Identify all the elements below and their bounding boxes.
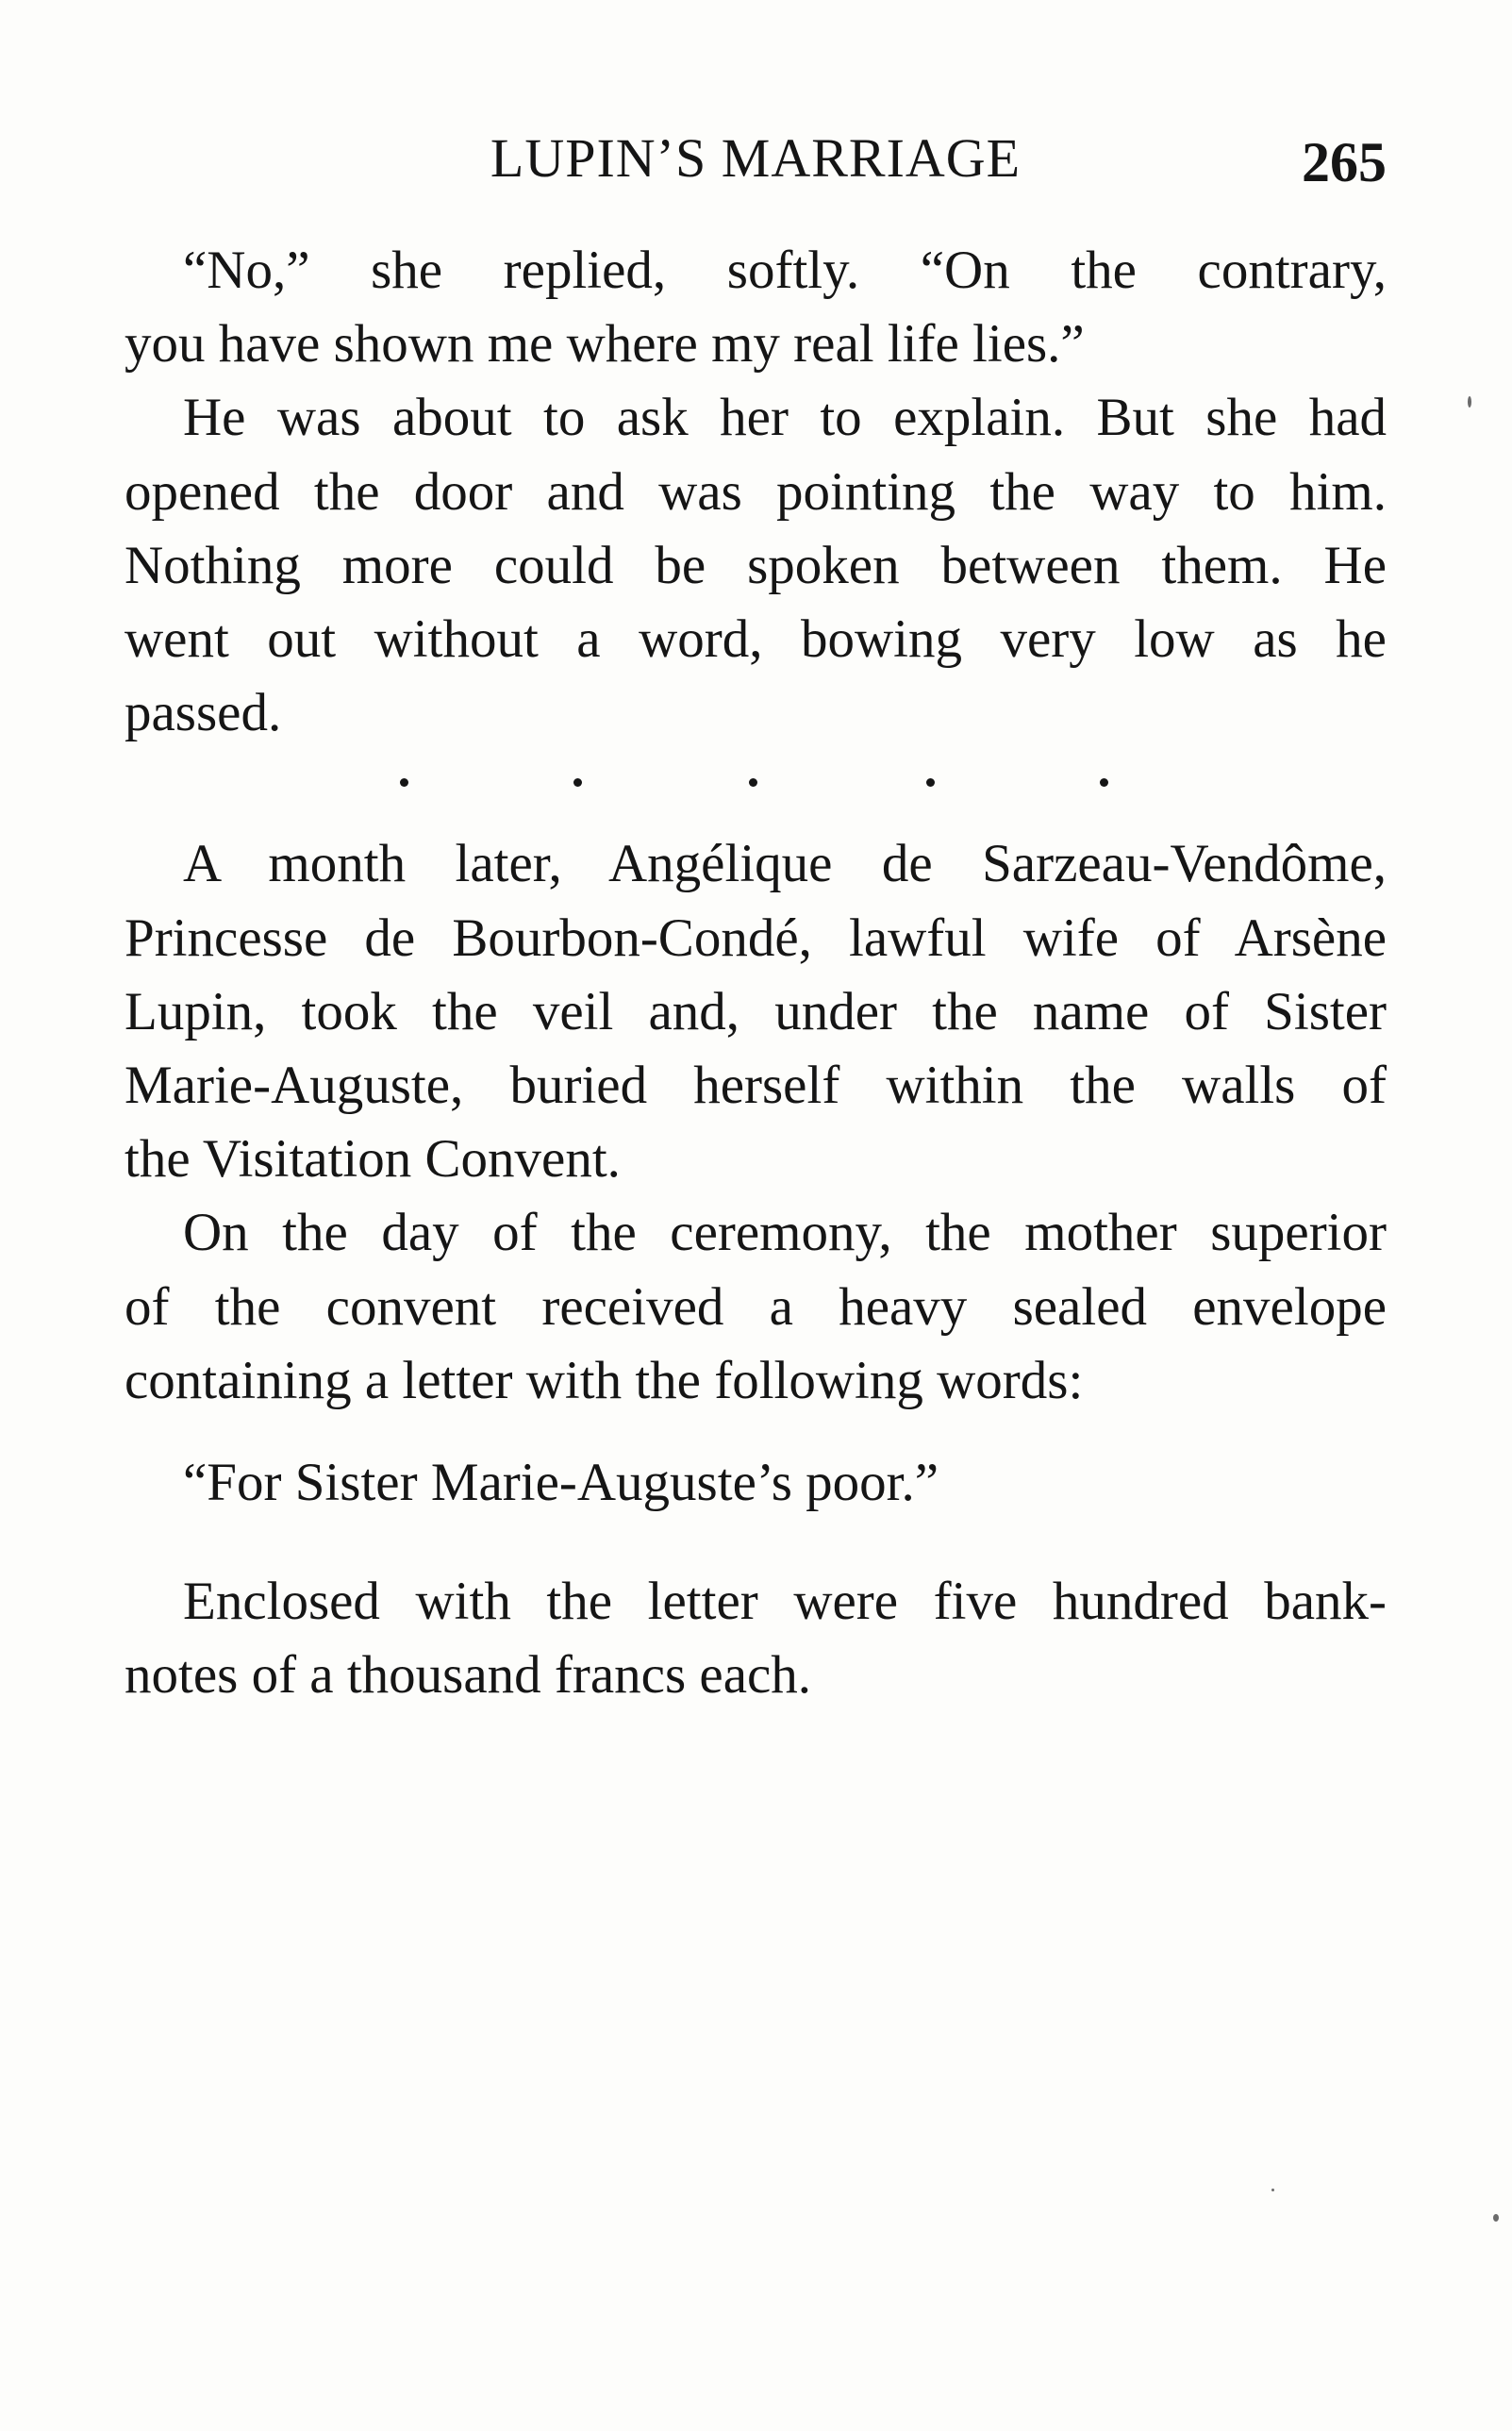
text-line: of the convent received a heavy sealed envelope [125,1276,1387,1337]
page-number: 265 [1302,131,1387,193]
running-head [125,121,1387,196]
text-line: you have shown me where my real life lies.” [125,314,1085,375]
text-line: Enclosed with the letter were five hundred bank- [183,1572,1387,1632]
text-line: Princesse de Bourbon-Condé, lawful wife of Arsène [125,907,1387,968]
text-line: On the day of the ceremony, the mother superior [183,1203,1387,1263]
text-line: the Visitation Convent. [125,1129,621,1190]
scan-speck [1493,2214,1499,2222]
ellipsis-dot [1100,778,1108,787]
text-line: notes of a thousand francs each. [125,1645,812,1706]
ellipsis-dot [573,778,582,787]
text-line: He was about to ask her to explain. But she had [183,388,1387,448]
paragraph [125,234,1387,381]
text-line: passed. [125,683,282,743]
text-line: Lupin, took the veil and, under the name of Sister [125,981,1387,1041]
paragraph [125,827,1387,1196]
section-break [125,750,1387,827]
ellipsis-dot [749,778,757,787]
text-line: A month later, Angélique de Sarzeau-Vendôme, [183,834,1387,894]
ellipsis-dot [400,778,408,787]
text-line: “No,” she replied, softly. “On the contrary, [183,241,1387,300]
body-text [125,234,1387,1713]
paragraph [125,381,1387,750]
paragraph [125,1196,1387,1418]
text-line: Nothing more could be spoken between them. He [125,535,1387,595]
text-line: Marie-Auguste, buried herself within the walls of [125,1056,1387,1116]
chapter-title: LUPIN’S MARRIAGE [490,127,1022,189]
ellipsis-dot [926,778,935,787]
text-line: containing a letter with the following words: [125,1350,1084,1410]
paragraph [125,1565,1387,1712]
text-line: went out without a word, bowing very low as he [125,609,1387,670]
text-line: opened the door and was pointing the way to him. [125,461,1387,522]
scan-speck [1468,396,1471,408]
scan-speck [1271,2189,1274,2191]
quoted-letter: “For Sister Marie-Auguste’s poor.” [183,1453,939,1513]
